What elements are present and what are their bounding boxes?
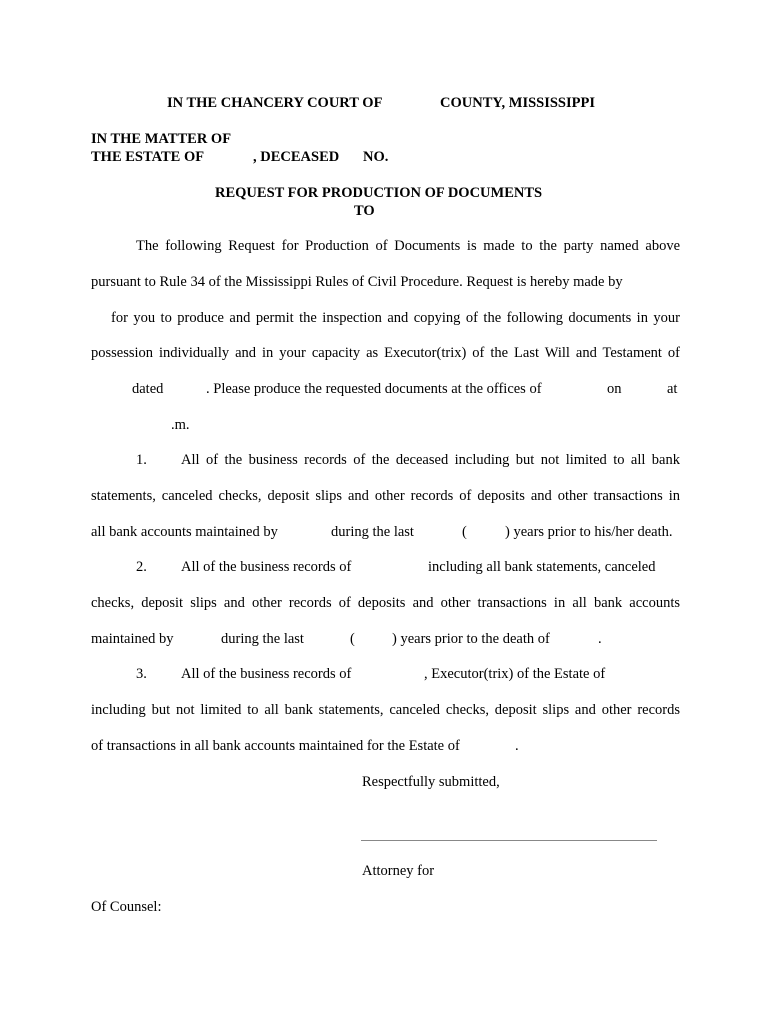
matter-number-label: NO. (363, 149, 389, 165)
item-3-line-3b: . (515, 738, 519, 754)
respectfully-submitted: Respectfully submitted, (362, 774, 500, 790)
item-1-line-3b: during the last (331, 524, 414, 540)
intro-on: on (607, 381, 622, 397)
matter-estate-of: THE ESTATE OF (91, 149, 205, 165)
intro-at: at (667, 381, 678, 397)
item-2-line-1b: including all bank statements, canceled (428, 559, 656, 575)
document-title: REQUEST FOR PRODUCTION OF DOCUMENTS (215, 185, 543, 201)
item-3-line-2: including but not limited to all bank statements, canceled checks, deposit slips and other records (91, 702, 680, 718)
item-2-line-3e: . (598, 631, 602, 647)
intro-line-4: possession individually and in your capacity as Executor(trix) of the Last Will and Testament of (91, 345, 680, 361)
item-2-line-3d: ) years prior to the death of (392, 631, 550, 647)
attorney-for: Attorney for (362, 863, 435, 879)
item-1-line-3c: ( (462, 524, 467, 540)
item-1-number: 1. (136, 452, 147, 468)
item-3-line-1a: All of the business records of (181, 666, 352, 682)
signature-line (361, 840, 657, 841)
item-3-line-1b: , Executor(trix) of the Estate of (424, 666, 606, 682)
of-counsel: Of Counsel: (91, 899, 162, 915)
item-2-line-1a: All of the business records of (181, 559, 352, 575)
document-title-to: TO (354, 203, 375, 219)
item-3-number: 3. (136, 666, 147, 682)
item-1-line-2: statements, canceled checks, deposit slips and other records of deposits and other transactions in (91, 488, 680, 504)
item-2-number: 2. (136, 559, 147, 575)
item-1-line-3a: all bank accounts maintained by (91, 524, 278, 540)
intro-line-3: for you to produce and permit the inspection and copying of the following documents in your (111, 310, 680, 326)
intro-offices: . Please produce the requested documents at the offices of (206, 381, 542, 397)
item-2-line-3b: during the last (221, 631, 304, 647)
court-heading-right: COUNTY, MISSISSIPPI (440, 95, 595, 111)
item-3-line-3a: of transactions in all bank accounts maintained for the Estate of (91, 738, 460, 754)
court-heading-left: IN THE CHANCERY COURT OF (167, 95, 383, 111)
item-2-line-2: checks, deposit slips and other records of deposits and other transactions in all bank accounts (91, 595, 680, 611)
matter-line-1: IN THE MATTER OF (91, 131, 232, 147)
item-2-line-3a: maintained by (91, 631, 174, 647)
intro-line-2: pursuant to Rule 34 of the Mississippi Rules of Civil Procedure. Request is hereby made by (91, 274, 623, 290)
matter-deceased: , DECEASED (253, 149, 340, 165)
item-1-line-3d: ) years prior to his/her death. (505, 524, 673, 540)
intro-line-1: The following Request for Production of Documents is made to the party named above (136, 238, 680, 254)
item-1-line-1: All of the business records of the deceased including but not limited to all bank (181, 452, 680, 468)
item-2-line-3c: ( (350, 631, 355, 647)
intro-meridiem: .m. (171, 417, 190, 433)
intro-dated: dated (132, 381, 164, 397)
